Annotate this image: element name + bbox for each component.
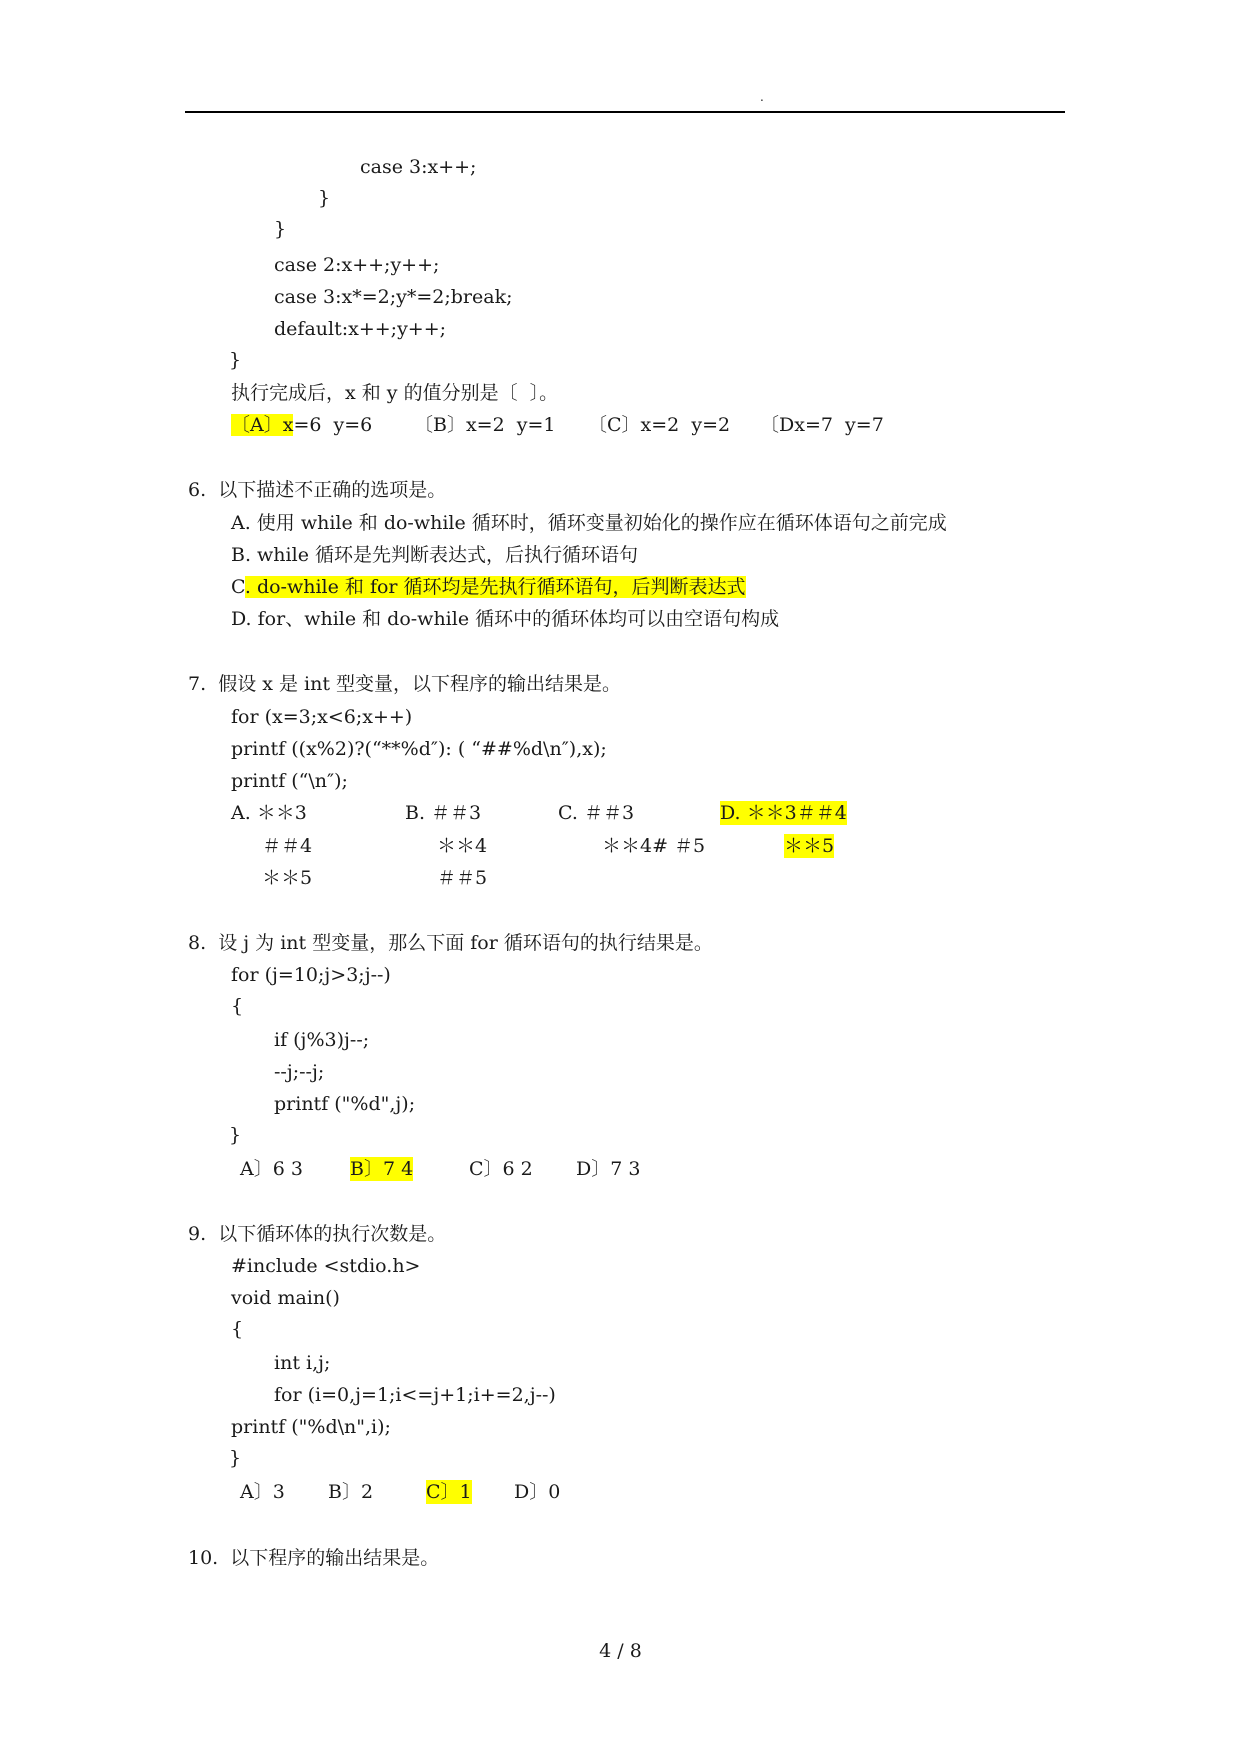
answer-option-c: C〕6 2 <box>469 1158 533 1180</box>
code-line: for (x=3;x<6;x++) <box>231 706 413 728</box>
question-prompt: 执行完成后，x 和 y 的值分别是〔 〕。 <box>231 382 559 404</box>
answer-option-a-line: ＃＃4 <box>262 835 313 857</box>
question-title: 10. 以下程序的输出结果是。 <box>188 1547 440 1569</box>
answer-option-d: D〕7 3 <box>576 1158 641 1180</box>
answer-option-b: B. ＃＃3 <box>405 802 482 824</box>
answer-option-a: A. ＊＊3 <box>231 802 307 824</box>
answer-option-d: D〕0 <box>514 1481 561 1503</box>
code-line: { <box>231 995 244 1017</box>
answer-option-b-line: ＃＃5 <box>437 867 488 889</box>
code-line: } <box>318 187 331 209</box>
answer-option-d: 〔Dx=7 y=7 <box>760 414 884 436</box>
answer-highlight: . do-while 和 for 循环均是先执行循环语句，后判断表达式 <box>244 576 746 598</box>
code-line: } <box>274 218 287 240</box>
answer-option-a: A〕3 <box>240 1481 285 1503</box>
header-rule <box>185 111 1065 113</box>
code-line: printf (“\n″); <box>231 770 348 792</box>
answer-highlight: 〔A〕x <box>231 414 294 436</box>
answer-option-d: D. for、while 和 do-while 循环中的循环体均可以由空语句构成 <box>231 608 780 630</box>
code-line: for (j=10;j>3;j--) <box>231 964 391 986</box>
code-line: #include <stdio.h> <box>231 1255 421 1277</box>
answer-option-b: B〕2 <box>328 1481 374 1503</box>
code-line: void main() <box>231 1287 340 1309</box>
page-number: 4 / 8 <box>599 1640 642 1662</box>
question-title: 8. 设 j 为 int 型变量，那么下面 for 循环语句的执行结果是。 <box>188 932 713 954</box>
code-line: int i,j; <box>274 1352 331 1374</box>
answer-option-b: B〕7 4 <box>350 1158 414 1180</box>
code-line: if (j%3)j--; <box>274 1029 370 1051</box>
code-line: case 3:x++; <box>360 156 477 178</box>
answer-option-a: A〕6 3 <box>240 1158 303 1180</box>
answer-option-a-line: ＊＊5 <box>262 867 313 889</box>
answer-option-b-line: ＊＊4 <box>437 835 488 857</box>
answer-option-c: C. do-while 和 for 循环均是先执行循环语句，后判断表达式 <box>231 576 746 598</box>
question-title: 9. 以下循环体的执行次数是。 <box>188 1223 447 1245</box>
code-line: --j;--j; <box>274 1061 325 1083</box>
code-line: for (i=0,j=1;i<=j+1;i+=2,j--) <box>274 1384 556 1406</box>
code-line: default:x++;y++; <box>274 318 447 340</box>
code-line: case 3:x*=2;y*=2;break; <box>274 286 513 308</box>
code-line: } <box>229 349 242 371</box>
code-line: } <box>229 1124 242 1146</box>
code-line: case 2:x++;y++; <box>274 254 440 276</box>
code-line: { <box>231 1318 244 1340</box>
answer-option-b: 〔B〕x=2 y=1 <box>414 414 556 436</box>
code-line: printf ("%d\n",i); <box>231 1416 391 1438</box>
answer-option-d-line: ＊＊5 <box>784 835 835 857</box>
question-title: 6. 以下描述不正确的选项是。 <box>188 479 447 501</box>
answer-option-c-line: ＊＊4# ＃5 <box>602 835 706 857</box>
answer-option-c: C. ＃＃3 <box>558 802 635 824</box>
code-line: } <box>229 1447 242 1469</box>
answer-option-a: 〔A〕x=6 y=6 <box>231 414 373 436</box>
answer-option-d: D. ＊＊3＃＃4 <box>720 802 847 824</box>
answer-option-c: C〕1 <box>426 1481 472 1503</box>
question-title: 7. 假设 x 是 int 型变量，以下程序的输出结果是。 <box>188 673 622 695</box>
answer-option-b: B. while 循环是先判断表达式，后执行循环语句 <box>231 544 638 566</box>
code-line: printf ("%d",j); <box>274 1093 416 1115</box>
header-dot: . <box>760 90 764 104</box>
answer-option-c: 〔C〕x=2 y=2 <box>588 414 731 436</box>
code-line: printf ((x%2)?(“**%d″): ( “##%d\n″),x); <box>231 738 607 760</box>
answer-option-a: A. 使用 while 和 do-while 循环时，循环变量初始化的操作应在循环体语句之前完成 <box>231 512 947 534</box>
